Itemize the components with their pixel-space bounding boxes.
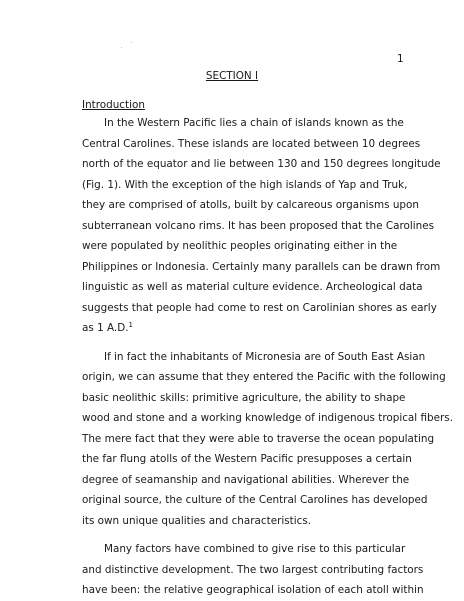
paragraph-2 [82,347,454,532]
text-line: The mere fact that they were able to traverse the ocean populating [82,432,435,445]
text-line: subterranean volcano rims. It has been proposed that the Carolines [82,219,435,232]
text-line: origin, we can assume that they entered the Pacific with the following [82,371,446,383]
text-line: and distinctive development. The two largest contributing factors [82,563,424,576]
paragraph-1 [82,113,441,339]
text-line: its own unique qualities and characteristics. [82,514,312,527]
text-line: If in fact the inhabitants of Micronesia are of South East Asian [104,350,426,363]
text-line: north of the equator and lie between 130 and 150 degrees longitude [82,158,441,170]
text-line: suggests that people had come to rest on Carolinian shores as early [82,301,437,314]
text-line: In the Western Pacific lies a chain of islands known as the [104,117,404,129]
text-line-with-footnote: as 1 A.D.$^1$ [82,321,133,334]
subheading-introduction: Introduction [82,99,145,111]
text-line: wood and stone and a working knowledge of indigenous tropical fibers. [82,412,454,424]
section-title: SECTION I [205,70,259,82]
text-line: Philippines or Indonesia. Certainly many parallels can be drawn from [82,260,441,273]
text-line: they are comprised of atolls, built by calcareous organisms upon [82,199,419,211]
text-line: Many factors have combined to give rise to this particular [104,543,406,555]
text-line: the far flung atolls of the Western Pacific presupposes a certain [82,453,412,465]
text-line: linguistic as well as material culture evidence. Archeological data [82,281,423,293]
body-text [82,113,454,601]
scan-speck [121,47,122,48]
text-line: have been: the relative geographical isolation of each atoll within [82,584,424,596]
footnote-reference: 1 [128,321,133,329]
page-number: 1 [397,53,404,65]
text-line: original source, the culture of the Central Carolines has developed [82,494,428,506]
text-line: basic neolithic skills: primitive agriculture, the ability to shape [82,391,406,404]
text-line: degree of seamanship and navigational abilities. Wherever the [82,473,410,486]
text-line: Central Carolines. These islands are located between 10 degrees [82,137,421,150]
text-line: were populated by neolithic peoples originating either in the [82,240,398,252]
text-line: (Fig. 1). With the exception of the high islands of Yap and Truk, [82,178,408,191]
paragraph-3 [82,539,424,601]
scan-speck [131,42,132,43]
